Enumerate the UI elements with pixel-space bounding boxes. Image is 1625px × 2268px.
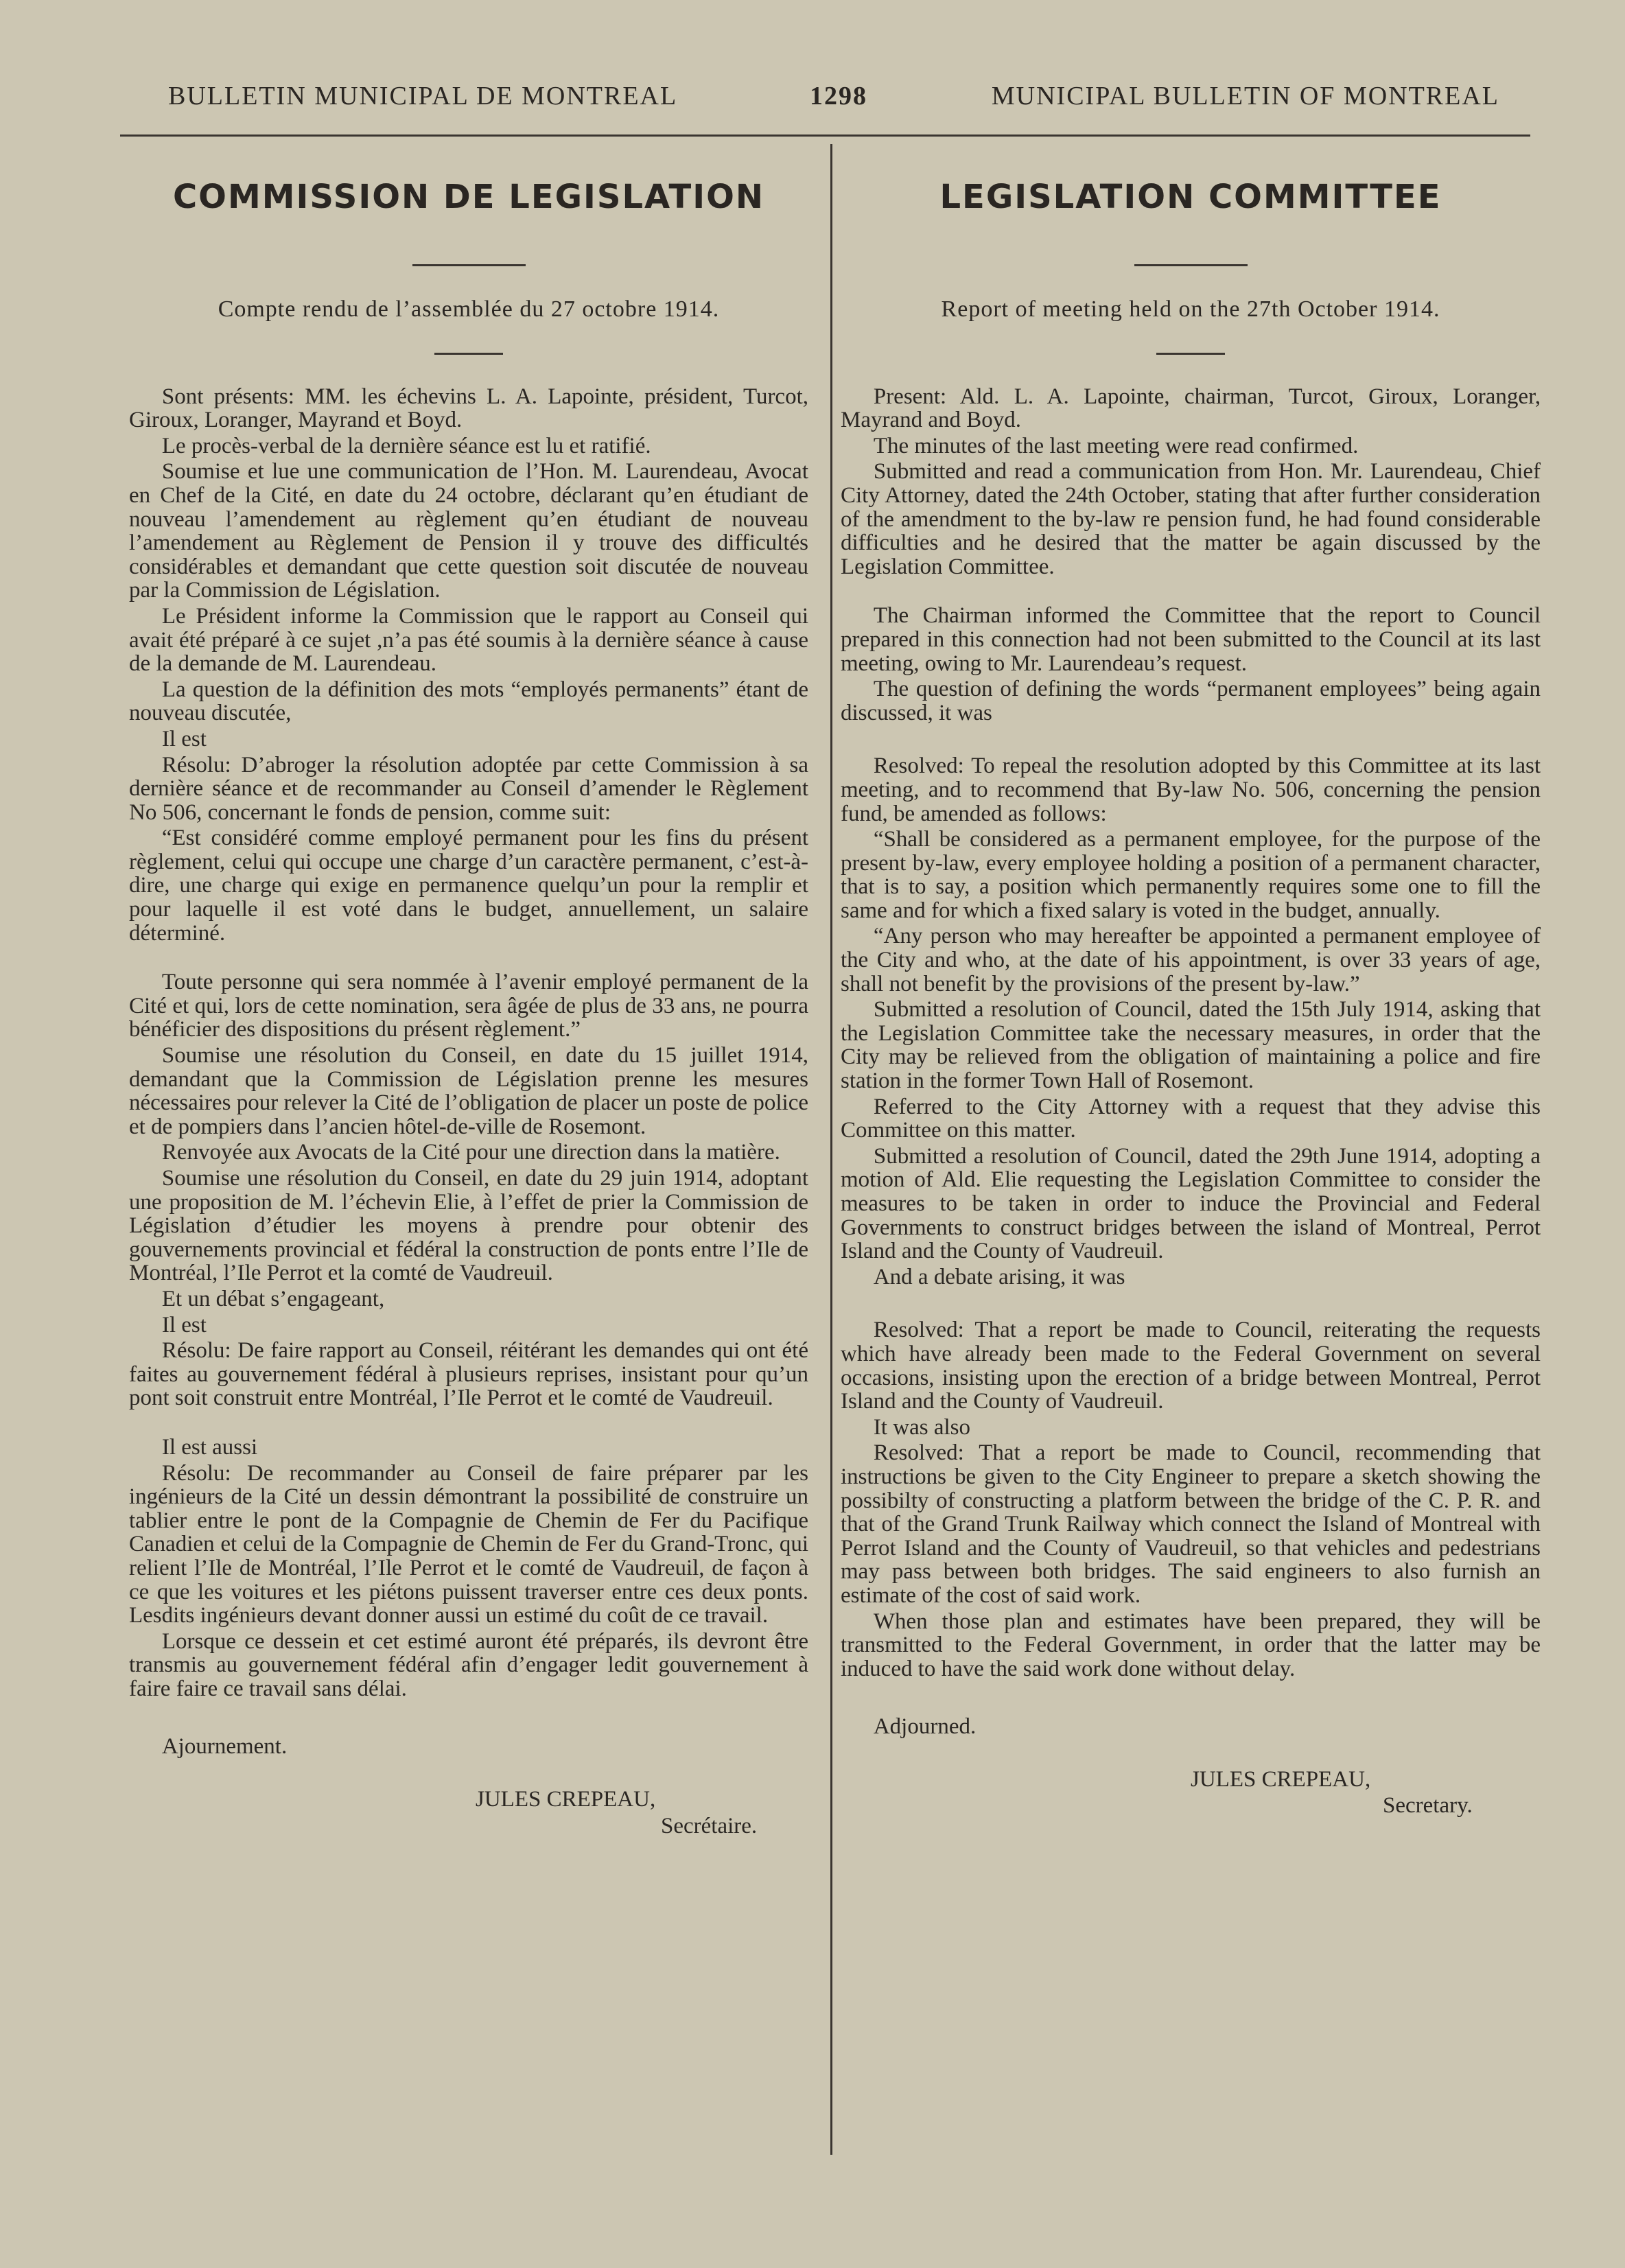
paragraph: Submitted and read a communication from Hon. Mr. Laurendeau, Chief City Attorney, dated the 24th October, stating that after further consideration of the amendment to the by-law re pension fund, he had found considerable difficulties and he desired that the matter be again discussed by the Legislation Committee. [841, 459, 1541, 579]
paragraph: Toute personne qui sera nommée à l’avenir employé permanent de la Cité et qui, lors de cette nomination, sera âgée de plus de 33 ans, ne pourra bénéficier des dispositions du présent règlement.” [129, 970, 808, 1042]
title-rule [1134, 264, 1248, 266]
header-french-title: BULLETIN MUNICIPAL DE MONTREAL [168, 82, 678, 110]
paragraph: Sont présents: MM. les échevins L. A. Lapointe, président, Turcot, Giroux, Loranger, Mayrand et Boyd. [129, 384, 808, 433]
french-signature-title: Secrétaire. [661, 1813, 758, 1838]
paragraph: And a debate arising, it was [873, 1264, 1125, 1289]
english-body [841, 385, 1541, 1681]
paragraph: Soumise une résolution du Conseil, en date du 15 juillet 1914, demandant que la Commission de Législation prenne les mesures nécessaires pour relever la Cité de l’obligation de placer un poste de police et de pompiers dans l’ancien hôtel-de-ville de Rosemont. [129, 1043, 808, 1139]
french-signature-name: JULES CREPEAU, [476, 1787, 656, 1812]
paragraph: Résolu: De recommander au Conseil de faire préparer par les ingénieurs de la Cité un dessin démontrant la possibilité de construire un tablier entre le pont de la Compagnie de Chemin de Fer du Pacifique Canadien et celui de la Compagnie de Chemin de Fer du Grand-Tronc, qui relient l’Ile de Montréal, l’Ile Perrot et le comté de Vaudreuil, de façon à ce que les voitures et les piétons puissent traverser entre ces deux ponts. Lesdits ingénieurs devant donner aussi un estimé du coût de ce travail. [129, 1460, 808, 1628]
paragraph: Il est [161, 1312, 207, 1337]
paragraph: Soumise une résolution du Conseil, en date du 29 juin 1914, adoptant une proposition de M. l’échevin Elie, à l’effet de prier la Commission de Législation d’étudier les moyens à prendre pour obtenir des gouvernements provincial et fédéral la construction de ponts entre l’Ile de Montréal, l’Ile Perrot et la comté de Vaudreuil. [129, 1166, 808, 1286]
running-header [168, 81, 1499, 119]
paragraph: “Any person who may hereafter be appointed a permanent employee of the City and who, at the date of his appointment, is over 33 years of age, shall not benefit by the provisions of the present by-law.” [841, 924, 1541, 996]
paragraph: Submitted a resolution of Council, dated the 29th June 1914, adopting a motion of Ald. Elie requesting the Legislation Committee to consider the measures to be taken in order to induce the Provincial and Federal Governments to construct bridges between the island of Montreal, Perrot Island and the County of Vaudreuil. [841, 1143, 1541, 1264]
english-signature-name: JULES CREPEAU, [1191, 1766, 1371, 1792]
paragraph: Soumise et lue une communication de l’Hon. M. Laurendeau, Avocat en Chef de la Cité, en date du 24 octobre, déclarant qu’en étudiant de nouveau l’amendement au règlement qu’en étudiant de nouveau l’amendement au Règlement de Pension il y trouve des difficultés considérables et demandant que cette question soit discutée de nouveau par la Commission de Législation. [129, 459, 808, 603]
header-english-title: MUNICIPAL BULLETIN OF MONTREAL [991, 82, 1499, 110]
paragraph: La question de la définition des mots “employés permanents” étant de nouveau discutée, [129, 677, 808, 726]
spacer [841, 1291, 1541, 1318]
paragraph: Et un débat s’engageant, [161, 1286, 385, 1311]
paragraph: Present: Ald. L. A. Lapointe, chairman, Turcot, Giroux, Loranger, Mayrand and Boyd. [841, 384, 1541, 433]
spacer [841, 727, 1541, 754]
spacer [129, 947, 808, 970]
paragraph: Referred to the City Attorney with a request that they advise this Committee on this matter. [841, 1094, 1541, 1143]
paragraph: Il est aussi [161, 1434, 258, 1460]
paragraph: Il est [161, 726, 207, 751]
french-column [129, 165, 808, 1838]
spacer [841, 581, 1541, 604]
subtitle-rule [434, 353, 503, 355]
paragraph: Le procès-verbal de la dernière séance est lu et ratifié. [161, 433, 651, 458]
paragraph: The question of defining the words “permanent employees” being again discussed, it was [841, 677, 1541, 725]
paragraph: “Est considéré comme employé permanent pour les fins du présent règlement, celui qui occupe une charge d’un caractère permanent, c’est-à-dire, une charge qui exige en permanence quelqu’un pour la remplir et pour laquelle il est voté dans le budget, annuellement, un salaire déterminé. [129, 826, 808, 946]
paragraph: Resolved: To repeal the resolution adopted by this Committee at its last meeting, and to recommend that By-law No. 506, concerning the pension fund, be amended as follows: [841, 753, 1541, 826]
paragraph: When those plan and estimates have been prepared, they will be transmitted to the Federal Government, in order that the latter may be induced to have the said work done without delay. [841, 1609, 1541, 1681]
paragraph: Renvoyée aux Avocats de la Cité pour une direction dans la matière. [161, 1140, 780, 1165]
column-divider [830, 144, 832, 2155]
english-column [841, 165, 1541, 1818]
french-closing: Ajournement. [161, 1734, 288, 1760]
english-closing: Adjourned. [873, 1714, 977, 1740]
french-subtitle: Compte rendu de l’assemblée du 27 octobre 1914. [218, 296, 720, 322]
paragraph: Resolved: That a report be made to Council, recommending that instructions be given to the City Engineer to prepare a sketch showing the possibilty of constructing a platform between the bridge of the C. P. R. and that of the Grand Trunk Railway which connect the Island of Montreal with Perrot Island and the County of Vaudreuil, so that vehicles and pedestrians may pass between both bridges. The said engineers to also furnish an estimate of the cost of said work. [841, 1440, 1541, 1608]
paragraph: “Shall be considered as a permanent employee, for the purpose of the present by-law, every employee holding a position of a permanent character, that is to say, a position which permanently requires some one to fill the same and for which a fixed salary is voted in the budget, annually. [841, 827, 1541, 923]
subtitle-rule [1156, 353, 1225, 355]
page-number: 1298 [810, 82, 867, 110]
spacer [129, 1412, 808, 1436]
paragraph: Resolved: That a report be made to Council, reiterating the requests which have already been made to the Federal Government on several occasions, insisting upon the erection of a bridge between Montreal, Perrot Island and the County of Vaudreuil. [841, 1318, 1541, 1414]
french-title: COMMISSION DE LEGISLATION [172, 178, 765, 216]
french-body [129, 385, 808, 1701]
title-rule [412, 264, 526, 266]
english-title: LEGISLATION COMMITTEE [939, 178, 1442, 216]
english-subtitle: Report of meeting held on the 27th October 1914. [941, 296, 1440, 322]
header-rule [120, 135, 1530, 137]
paragraph: It was also [873, 1414, 970, 1440]
paragraph: Résolu: De faire rapport au Conseil, réitérant les demandes qui ont été faites au gouvernement fédéral à plusieurs reprises, insistant pour qu’un pont soit construit entre Montréal, l’Ile Perrot et le comté de Vaudreuil. [129, 1338, 808, 1411]
paragraph: Submitted a resolution of Council, dated the 15th July 1914, asking that the Legislation Committee take the necessary measures, in order that the City may be relieved from the obligation of maintaining a police and fire station in the former Town Hall of Rosemont. [841, 997, 1541, 1094]
paragraph: The minutes of the last meeting were read confirmed. [873, 433, 1359, 458]
paragraph: The Chairman informed the Committee that the report to Council prepared in this connection had not been submitted to the Council at its last meeting, owing to Mr. Laurendeau’s request. [841, 603, 1541, 676]
paragraph: Résolu: D’abroger la résolution adoptée par cette Commission à sa dernière séance et de recommander au Conseil d’amender le Règlement No 506, concernant le fonds de pension, comme suit: [129, 752, 808, 825]
english-signature-title: Secretary. [1383, 1793, 1473, 1819]
paragraph: Lorsque ce dessein et cet estimé auront été préparés, ils devront être transmis au gouvernement fédéral afin d’engager ledit gouvernement à faire faire ce travail sans délai. [129, 1628, 808, 1701]
paragraph: Le Président informe la Commission que le rapport au Conseil qui avait été préparé à ce sujet ,n’a pas été soumis à la dernière séance à cause de la demande de M. Laurendeau. [129, 603, 808, 677]
